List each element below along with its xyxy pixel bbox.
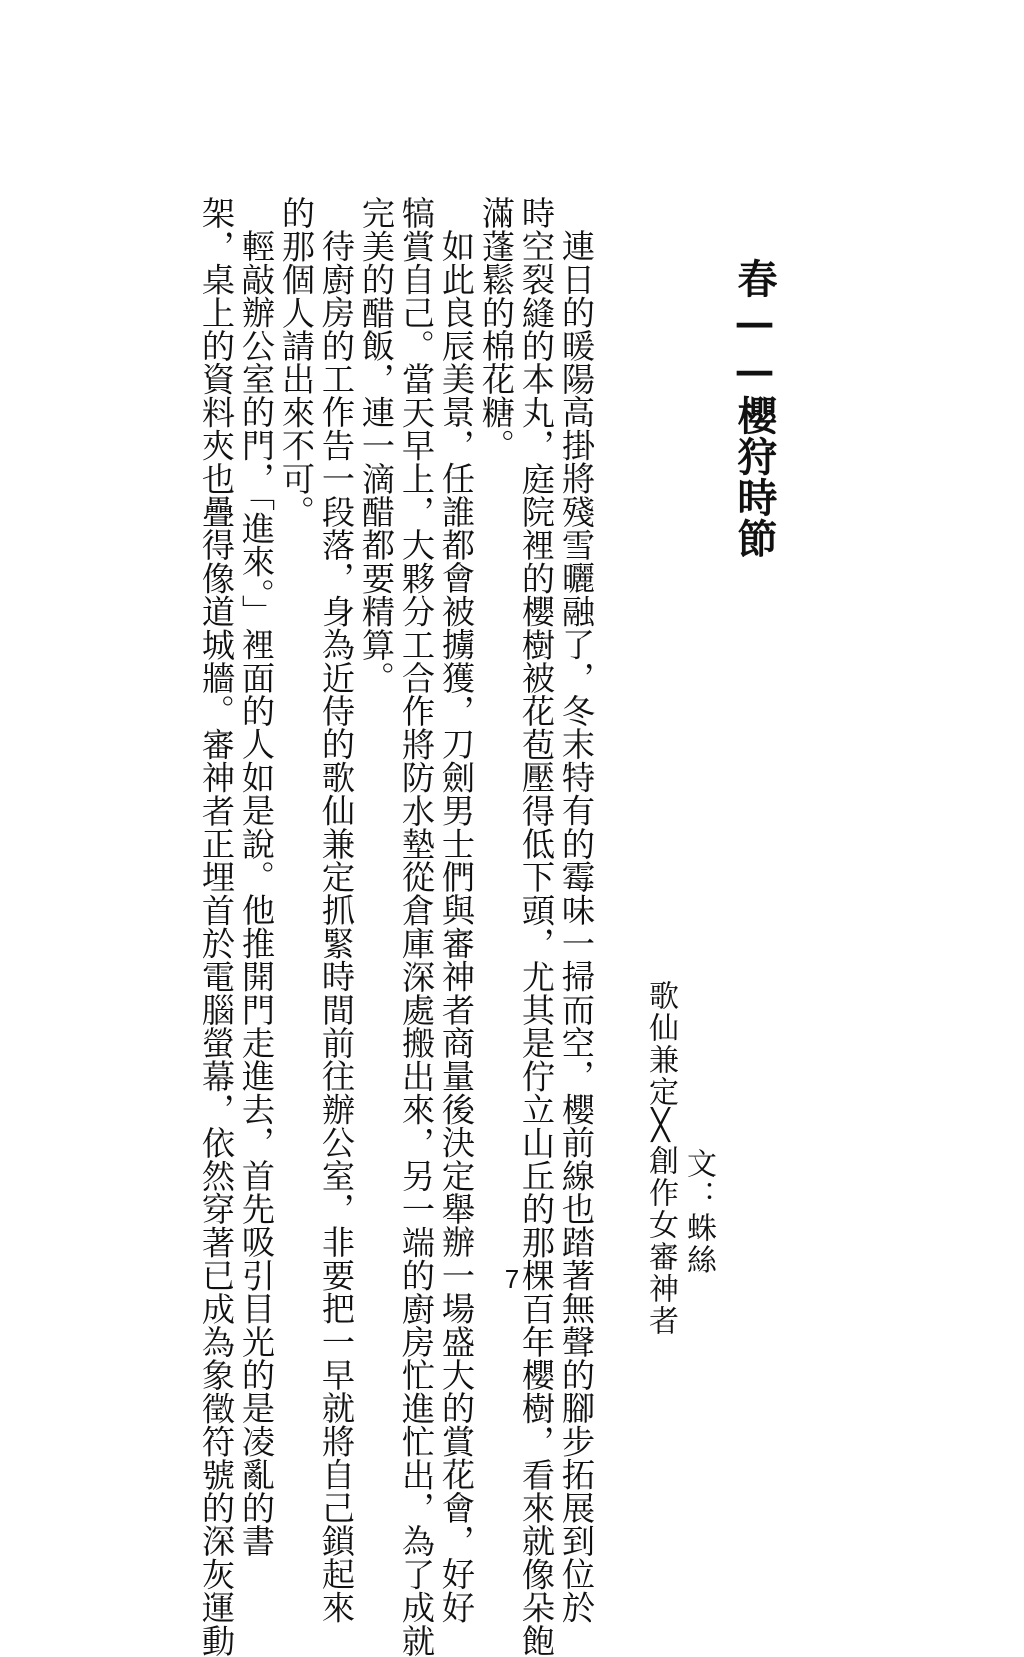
body-line-1: 連日的暖陽高掛將殘雪曬融了，冬末特有的霉味一掃而空，櫻前線也踏著無聲的腳步拓展到位於: [557, 229, 596, 1624]
body-line-10: 架，桌上的資料夾也疊得像道城牆。審神者正埋首於電腦螢幕，依然穿著已成為象徵符號的深灰運動: [197, 196, 236, 1657]
body-line-6: 完美的醋飯，連一滴醋都要精算。: [357, 196, 396, 694]
body-text: [196, 196, 596, 1657]
chapter-title: 春——櫻狩時節: [731, 258, 778, 559]
body-line-7: 待廚房的工作告一段落，身為近侍的歌仙兼定抓緊時間前往辦公室，非要把一早就將自己鎖起來: [317, 229, 356, 1624]
author-credit: 文：蛛絲: [681, 1148, 716, 1276]
body-line-4: 如此良辰美景，任誰都會被擄獲，刀劍男士們與審神者商量後決定舉辦一場盛大的賞花會，好好: [437, 229, 476, 1624]
body-line-5: 犒賞自己。當天早上，大夥分工合作將防水墊從倉庫深處搬出來，另一端的廚房忙進忙出，為了成就: [397, 196, 436, 1657]
body-line-3: 滿蓬鬆的棉花糖。: [477, 196, 516, 462]
pairing-credit: 歌仙兼定╳創作女審神者: [643, 980, 678, 1337]
body-line-2: 時空裂縫的本丸，庭院裡的櫻樹被花苞壓得低下頭，尤其是佇立山丘的那棵百年櫻樹，看來就像朵飽: [517, 196, 556, 1657]
page-number: 7: [504, 1264, 520, 1294]
body-line-9: 輕敲辦公室的門，「進來。」裡面的人如是說。他推開門走進去，首先吸引目光的是凌亂的書: [237, 229, 276, 1557]
body-line-8: 的那個人請出來不可。: [277, 196, 316, 528]
